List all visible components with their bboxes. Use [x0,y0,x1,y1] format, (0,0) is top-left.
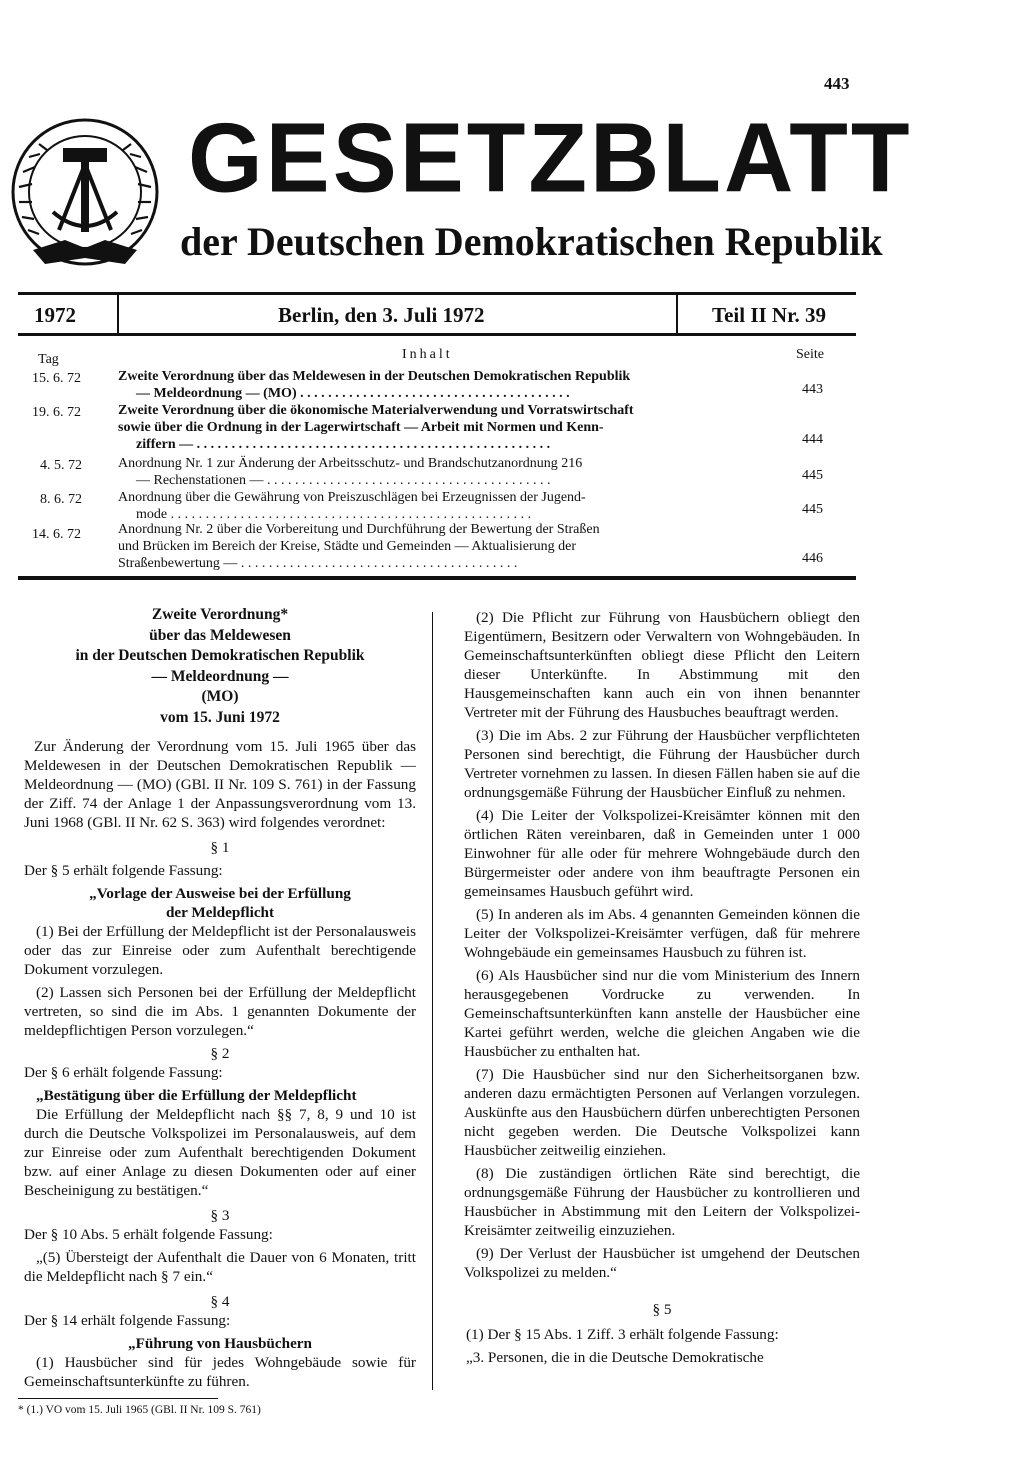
header-rule-bottom [18,333,856,336]
toc-entry-text [118,489,758,523]
section-2-heading: § 2 [210,1045,230,1062]
section-4-intro: Der § 14 erhält folgende Fassung: [24,1312,231,1329]
toc-entry-line: — Meldeordnung — (MO) . . . . . . . . . . . . . . . . . . . . . . . . . . . . . . . . . . . . . . . [136,386,570,401]
section-1-paragraph: (1) Bei der Erfüllung der Meldepflicht ist der Personalausweis oder das zur Einreise oder zum Aufenthalt berechtigende Dokument vorzulegen. [24,923,416,978]
toc-entry-line: — Rechenstationen — . . . . . . . . . . . . . . . . . . . . . . . . . . . . . . . . . . . . . . . . . [136,473,551,488]
section-1-title: „Vorlage der Ausweise bei der Erfüllung [89,885,351,902]
toc-bottom-rule [18,576,856,580]
section-5-paragraph: (1) Der § 15 Abs. 1 Ziff. 3 erhält folgende Fassung: [466,1326,779,1343]
issue-year: 1972 [34,303,76,327]
state-emblem-icon [5,112,165,277]
section-3-intro: Der § 10 Abs. 5 erhält folgende Fassung: [24,1226,273,1243]
toc-entry-date: 8. 6. 72 [40,492,82,507]
section-4-paragraph: (7) Die Hausbücher sind nur den Sicherheitsorganen bzw. anderen dazu ermächtigten Personen auf Verlangen vorzulegen. Auskünfte aus den Hausbüchern dürfen unberechtigten Personen nicht gegeben werden. Die Deutsche Volkspolizei kann Hausbücher zeitweilig einziehen. [464,1066,860,1159]
toc-entry-line: sowie über die Ordnung in der Lagerwirtschaft — Arbeit mit Normen und Kenn- [118,420,604,435]
toc-entry-line: Straßenbewertung — . . . . . . . . . . . . . . . . . . . . . . . . . . . . . . . . . . . . . . . . [118,556,518,571]
toc-entry-page: 445 [802,468,823,483]
toc-header-day: Tag [38,352,59,367]
header-divider-2 [676,293,678,335]
decree-title-line: Zweite Verordnung* [151,606,289,623]
toc-header-contents: Inhalt [402,347,453,362]
section-3-heading: § 3 [210,1207,230,1224]
section-4-paragraph: (6) Als Hausbücher sind nur die vom Ministerium des Innern herausgegebenen Vordrucke zu verwenden. In Gemeinschaftsunterkünften kann anstelle der Hausbücher eine Kartei geführt werden, welche die gleichen Angaben wie die Hausbücher zu enthalten hat. [464,967,860,1060]
masthead-subtitle: der Deutschen Demokratischen Republik [180,219,883,264]
section-4-paragraph: (2) Die Pflicht zur Führung von Hausbüchern obliegt den Eigentümern, Besitzern oder Verwaltern von Wohngebäuden. In Gemeinschaftsunterkünften obliegt diese Pflicht den Leitern dieser Unterkünfte. In Abstimmung mit den Hausgemeinschaften kann auch ein von ihnen benannter Vertreter mit der Führung des Hausbuches beauftragt werden. [464,609,860,721]
decree-title-line: (MO) [201,688,239,705]
footnote: * (1.) VO vom 15. Juli 1965 (GBl. II Nr. 109 S. 761) [18,1404,261,1416]
masthead-title: GESETZBLATT [188,103,913,214]
toc-header-page: Seite [796,347,824,362]
section-1-title: der Meldepflicht [165,904,275,921]
toc-entry-line: Anordnung Nr. 1 zur Änderung der Arbeitsschutz- und Brandschutzanordnung 216 [118,456,583,471]
decree-title [24,605,416,728]
toc-entry-line: ziffern — . . . . . . . . . . . . . . . . . . . . . . . . . . . . . . . . . . . . . . . . . . . . . . . . . . . [136,437,551,452]
footnote-rule [18,1398,218,1399]
header-divider-1 [117,293,119,335]
toc-entry-date: 14. 6. 72 [32,527,81,542]
section-3-paragraph: „(5) Übersteigt der Aufenthalt die Dauer von 6 Monaten, tritt die Meldepflicht nach § 7 ein.“ [24,1249,416,1285]
section-5-paragraph: „3. Personen, die in die Deutsche Demokratische [466,1349,764,1366]
toc-entry-page: 445 [802,502,823,517]
toc-entry-date: 15. 6. 72 [32,371,81,386]
decree-title-line: in der Deutschen Demokratischen Republik [75,647,365,664]
toc-entry-line: Zweite Verordnung über das Meldewesen in der Deutschen Demokratischen Republik [118,369,631,384]
toc-entry-page: 443 [802,382,823,397]
left-column [24,605,416,1395]
toc-entry-text [118,368,758,402]
section-4-paragraph: (8) Die zuständigen örtlichen Räte sind berechtigt, die ordnungsgemäße Führung der Hausbücher zu kontrollieren und Hausbücher in Abstimmung mit den Leitern der Volkspolizei-Kreisämter zeitweilig einzuziehen. [464,1165,860,1239]
right-column [464,608,860,1371]
section-2-paragraph: Die Erfüllung der Meldepflicht nach §§ 7, 8, 9 und 10 ist durch die Deutsche Volkspolizei im Personalausweis, auf dem zur Einreise oder zum Aufenthalt berechtigenden Dokument bzw. auf einer Anlage zu diesen Dokumenten oder auf einer Bescheinigung zu bestätigen.“ [24,1106,416,1199]
toc-entry-line: Anordnung über die Gewährung von Preiszuschlägen bei Erzeugnissen der Jugend- [118,490,586,505]
section-4-paragraph: (5) In anderen als im Abs. 4 genannten Gemeinden können die Leiter der Volkspolizei-Kreisämter verfügen, daß für mehrere Wohngebäude ein gemeinsames Hausbuch zu führen ist. [464,906,860,961]
section-1-paragraph: (2) Lassen sich Personen bei der Erfüllung der Meldepflicht vertreten, so sind die im Abs. 1 genannten Dokumente der meldepflichtigen Person vorzulegen.“ [24,984,416,1039]
toc-entry-line: Anordnung Nr. 2 über die Vorbereitung und Durchführung der Bewertung der Straßen [118,522,600,537]
section-4-paragraph: (9) Der Verlust der Hausbücher ist umgehend der Deutschen Volkspolizei zu melden.“ [464,1245,860,1281]
toc-entry-line: mode . . . . . . . . . . . . . . . . . . . . . . . . . . . . . . . . . . . . . . . . . . . . . . . . . . . . [136,507,532,522]
decree-title-line: über das Meldewesen [149,626,291,644]
page-number: 443 [824,74,850,93]
issue-place-date: Berlin, den 3. Juli 1972 [278,303,485,327]
section-4-paragraph: (1) Hausbücher sind für jedes Wohngebäude sowie für Gemeinschaftsunterkünfte zu führen. [24,1354,416,1390]
section-5-heading: § 5 [652,1301,672,1318]
toc-entry-text [118,521,758,572]
section-4-paragraph: (4) Die Leiter der Volkspolizei-Kreisämter können mit den örtlichen Räten vereinbaren, daß in Gemeinden unter 1 000 Einwohner für alle oder für mehrere Wohngebäude durch den Bürgermeister oder andere von ihm beauftragte Personen ein gemeinsames Hausbuch geführt wird. [464,807,860,900]
toc-entry-line: Zweite Verordnung über die ökonomische Materialverwendung und Vorratswirtschaft [118,403,634,418]
decree-title-line: vom 15. Juni 1972 [160,708,280,726]
header-rule-top [18,292,856,295]
toc-entry-page: 446 [802,551,823,566]
issue-part-number: Teil II Nr. 39 [712,303,826,327]
column-divider [432,612,433,1390]
section-4-title: „Führung von Hausbüchern [128,1335,312,1352]
intro-paragraph: Zur Änderung der Verordnung vom 15. Juli 1965 über das Meldewesen in der Deutschen Demokratischen Republik — Meldeordnung — (MO) (GBl. II Nr. 109 S. 761) in der Fassung der Ziff. 74 der Anlage 1 der Anpassungsverordnung vom 13. Juni 1968 (GBl. II Nr. 62 S. 363) wird folgendes verordnet: [24,738,416,831]
section-4-heading: § 4 [210,1293,230,1310]
toc-entry-date: 19. 6. 72 [32,405,81,420]
section-2-intro: Der § 6 erhält folgende Fassung: [24,1064,223,1081]
section-4-paragraph: (3) Die im Abs. 2 zur Führung der Hausbücher verpflichteten Personen sind berechtigt, die Führung der Hausbücher durch Vertreter vornehmen zu lassen. In diesen Fällen haben sie auf die ordnungsgemäße Führung der Hausbücher Einfluß zu nehmen. [464,727,860,801]
toc-entry-page: 444 [802,432,823,447]
toc-entry-date: 4. 5. 72 [40,458,82,473]
section-1-intro: Der § 5 erhält folgende Fassung: [24,862,223,879]
toc-entry-line: und Brücken im Bereich der Kreise, Städte und Gemeinden — Aktualisierung der [118,539,576,554]
toc-entry-text [118,455,758,489]
section-2-title: „Bestätigung über die Erfüllung der Meldepflicht [36,1087,357,1104]
section-1-heading: § 1 [210,839,230,856]
decree-title-line: — Meldeordnung — [151,667,289,685]
toc-entry-text [118,402,758,453]
